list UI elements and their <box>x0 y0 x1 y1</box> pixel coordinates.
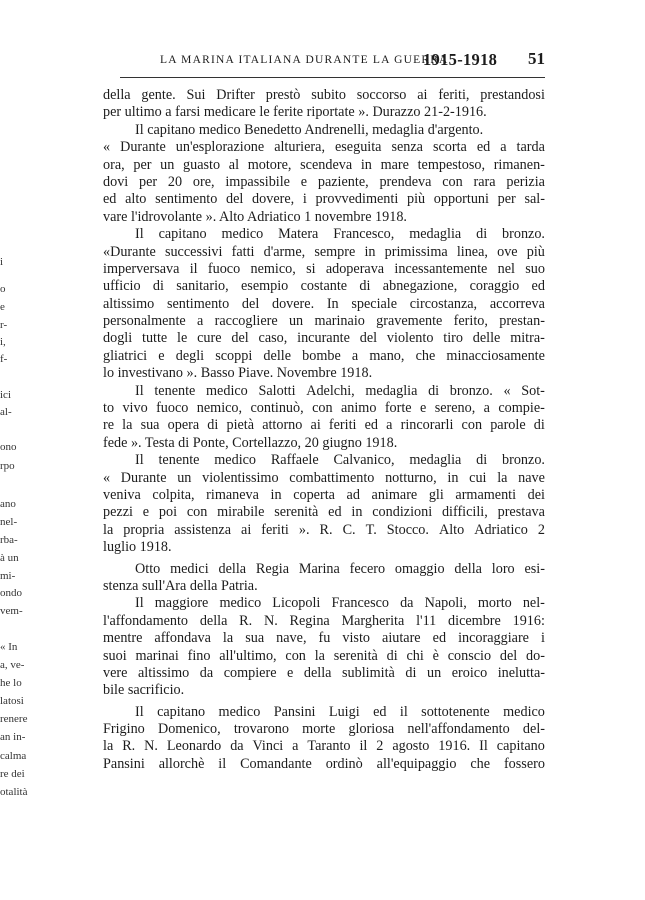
text-line: Il capitano medico Benedetto Andrenelli, medaglia d'argento. <box>135 121 484 138</box>
text-line: pezzi e poi con mirabile serenità ed in condizioni difficili, prestava <box>103 504 545 521</box>
text-line: mentre affondava la sua nave, fu visto aiutare ed incoraggiare i <box>103 630 545 647</box>
text-line: fede ». Testa di Ponte, Cortellazzo, 20 giugno 1918. <box>103 434 398 451</box>
text-line: « Durante un'esplorazione alturiera, eseguita senza scorta ed a tarda <box>103 139 545 156</box>
text-line: bile sacrificio. <box>103 682 185 699</box>
text-line: «Durante successivi fatti d'arme, sempre in primissima linea, ove più <box>103 243 545 260</box>
text-line: stenza sull'Ara della Patria. <box>103 577 258 594</box>
text-line: Frigino Domenico, trovarono morte gloriosa nell'affondamento del- <box>103 721 545 738</box>
margin-fragment: ono <box>0 441 17 453</box>
margin-fragment: i <box>0 256 4 268</box>
margin-fragment: ondo <box>0 587 22 599</box>
text-line: altissimo sentimento del dovere. In speciale circostanza, accorreva <box>103 295 545 312</box>
text-line: vare l'idrovolante ». Alto Adriatico 1 novembre 1918. <box>103 208 407 225</box>
text-line: per ultimo a farsi medicare le ferite riportate ». Durazzo 21-2-1916. <box>103 104 487 121</box>
margin-fragment: vem- <box>0 605 23 617</box>
margin-fragment: calma <box>0 750 27 762</box>
margin-fragment: he lo <box>0 677 22 689</box>
header-rule <box>120 77 545 78</box>
margin-fragment: renere <box>0 713 28 725</box>
margin-fragment: an in- <box>0 731 26 743</box>
margin-fragment: ano <box>0 498 16 510</box>
text-line: dovi per 20 ore, impassibile e paziente, prendeva con rara perizia <box>103 173 545 190</box>
margin-fragment: r- <box>0 319 8 331</box>
text-line: ufficio di sanitario, esempio costante di abnegazione, coraggio ed <box>103 278 545 295</box>
margin-fragment: « In <box>0 641 18 653</box>
text-line: dogli tutte le cure del caso, incurante del violento tiro delle mitra- <box>103 330 545 347</box>
header-title: LA MARINA ITALIANA DURANTE LA GUERRA <box>160 54 449 66</box>
margin-fragment: o <box>0 283 6 295</box>
text-line: « Durante un violentissimo combattimento notturno, in cui la nave <box>103 469 545 486</box>
text-line: imperversava il fuoco nemico, si adoperava incessantemente nel suo <box>103 260 545 277</box>
page-number: 51 <box>528 49 545 68</box>
margin-fragment: re dei <box>0 768 25 780</box>
margin-fragment: à un <box>0 552 19 564</box>
margin-fragment: a, ve- <box>0 659 25 671</box>
margin-fragment: i, <box>0 336 6 348</box>
text-line: l'affondamento della R. N. Regina Margherita l'11 dicembre 1916: <box>103 612 545 629</box>
text-line: ora, per un guasto al motore, scendeva in mare tempestoso, rimanen- <box>103 156 545 173</box>
text-line: lo investivano ». Basso Piave. Novembre 1918. <box>103 365 373 382</box>
text-line: veniva colpita, rimaneva in coperta ad animare gli armamenti dei <box>103 486 545 503</box>
text-line: personalmente a raccogliere un marinaio gravemente ferito, prestan- <box>103 313 545 330</box>
header-years: 1915-1918 <box>423 50 498 69</box>
margin-fragment: latosi <box>0 695 24 707</box>
text-line: Pansini allorchè il Comandante ordinò all'equipaggio che fossero <box>103 755 545 772</box>
margin-fragment: nel- <box>0 516 18 528</box>
text-line: Il tenente medico Salotti Adelchi, medaglia di bronzo. « Sot- <box>135 382 545 399</box>
text-line: Il maggiore medico Licopoli Francesco da Napoli, morto nel- <box>135 595 545 612</box>
text-line: Il capitano medico Pansini Luigi ed il sottotenente medico <box>135 703 545 720</box>
margin-fragment: f- <box>0 353 8 365</box>
text-line: ed alto sentimento del dovere, i provvedimenti più opportuni per sal- <box>103 191 545 208</box>
text-line: vere altissimo da compiere e della sublimità di un eroico ineluttа- <box>103 664 545 681</box>
text-line: Il capitano medico Matera Francesco, medaglia di bronzo. <box>135 226 545 243</box>
text-line: re la sua opera di pietà attorno ai feriti ed a rincorarli con parole di <box>103 417 545 434</box>
text-line: suoi marinai fino all'ultimo, con la serenità di chi è conscio del do- <box>103 647 545 664</box>
text-line: to vivo fuoco nemico, continuò, con animo forte e sereno, a compie- <box>103 400 545 417</box>
margin-fragment: rba- <box>0 534 18 546</box>
text-line: luglio 1918. <box>103 539 172 556</box>
margin-fragment: mi- <box>0 570 16 582</box>
text-line: Il tenente medico Raffaele Calvanico, medaglia di bronzo. <box>135 452 545 469</box>
text-line: la R. N. Leonardo da Vinci a Taranto il 2 agosto 1916. Il capitano <box>103 738 545 755</box>
text-line: Otto medici della Regia Marina fecero omaggio della loro esi- <box>135 560 545 577</box>
margin-fragment: otalità <box>0 786 28 798</box>
text-line: della gente. Sui Drifter prestò subito soccorso ai feriti, prestandosi <box>103 87 545 103</box>
body-text <box>103 87 545 773</box>
text-line: gliatrici e degli scoppi delle bombe a mano, che minacciosamente <box>103 347 545 364</box>
margin-fragment: rpo <box>0 460 15 472</box>
margin-fragment: ici <box>0 389 11 401</box>
margin-fragment: e <box>0 301 5 313</box>
running-header <box>160 50 545 70</box>
margin-fragment: al- <box>0 406 12 418</box>
text-line: la propria assistenza ai feriti ». R. C. T. Stocco. Alto Adriatico 2 <box>103 521 545 538</box>
